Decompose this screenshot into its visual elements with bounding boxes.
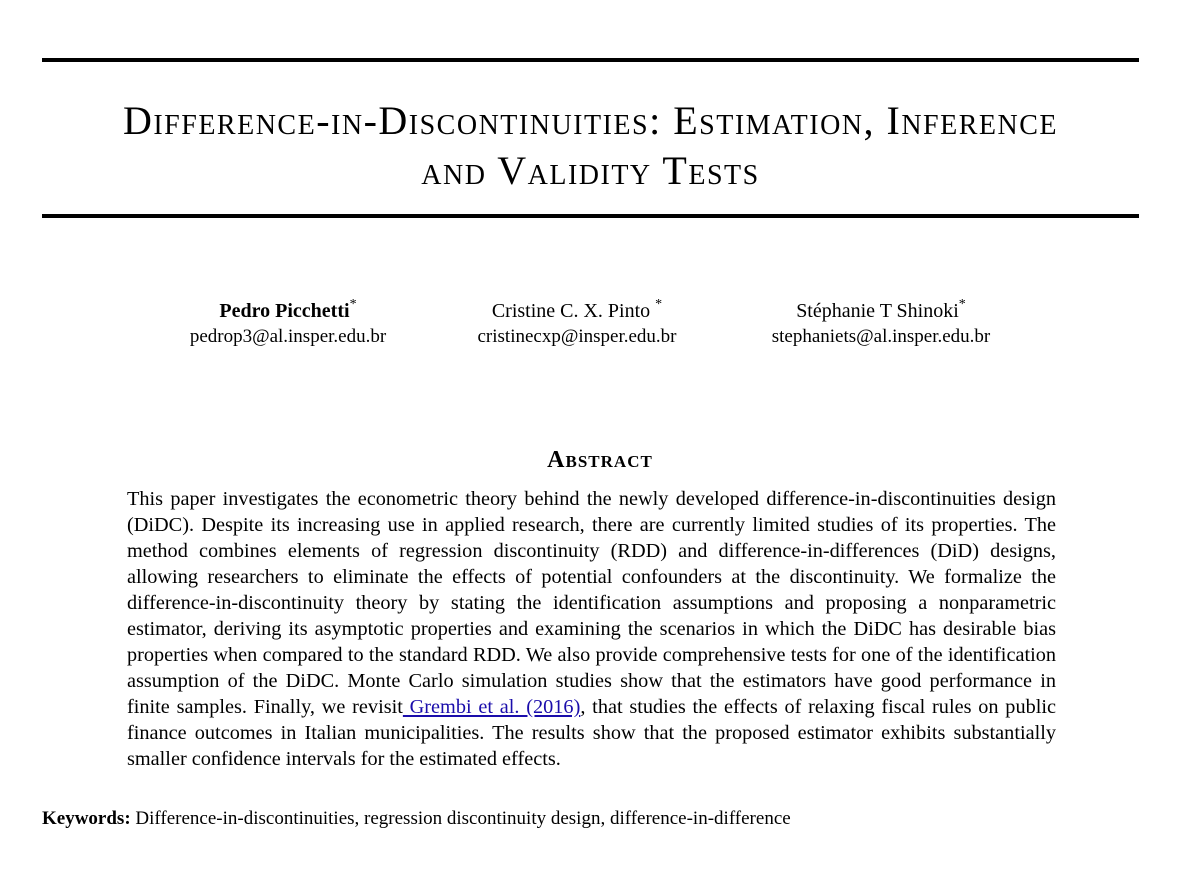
author-1-email: pedrop3@al.insper.edu.br [189,326,387,347]
keywords-label: Keywords: [42,808,131,829]
author-2-footnote-mark: * [655,297,663,312]
title-bottom-rule [42,214,1139,218]
author-1-footnote-mark: * [349,297,357,312]
author-2-name: Cristine C. X. Pinto [491,300,651,322]
author-3-footnote-mark: * [958,297,966,312]
author-1-name: Pedro Picchetti [219,300,350,322]
author-1 [138,298,438,350]
author-1-name-line [138,298,438,324]
author-2 [427,298,727,350]
abstract-body [127,486,1056,772]
paper-title-line-1: Difference-in-Discontinuities: Estimation, Inference [122,98,1059,143]
keywords-text: Difference-in-discontinuities, regression discontinuity design, difference-in-difference [135,808,791,829]
keywords-line [42,806,1142,832]
abstract-text-part-1: This paper investigates the econometric theory behind the newly developed difference-in-discontinuities design (DiDC). Despite its increasing use in applied research, there are currently limited studies of its properties. The method combines elements of regression discontinuity (RDD) and difference-in-differences (DiD) designs, allowing researchers to eliminate the effects of potential confounders at the discontinuity. We formalize the difference-in-discontinuity theory by stating the identification assumptions and proposing a nonparametric estimator, deriving its asymptotic properties and examining the scenarios in which the DiDC has desirable bias properties when compared to the standard RDD. We also provide comprehensive tests for one of the identification assumption of the DiDC. Monte Carlo simulation studies show that the estimators have good performance in finite samples. Finally, we revisit [127,488,1056,718]
abstract-heading: Abstract [547,447,653,473]
citation-link-grembi[interactable]: Grembi et al. (2016) [402,696,581,718]
author-3-name: Stéphanie T Shinoki [796,300,959,322]
paper-title-line-2: and Validity Tests [421,148,760,193]
abstract-text-part-2: , that studies the effects of relaxing fiscal rules on public finance outcomes in Italian municipalities. The results show that the proposed estimator exhibits substantially smaller confidence intervals for the estimated effects. [127,696,1057,770]
title-top-rule [42,58,1139,62]
paper-title [42,96,1139,196]
author-list [0,298,1200,358]
author-3 [731,298,1031,350]
author-3-email: stephaniets@al.insper.edu.br [771,326,991,347]
author-2-email: cristinecxp@insper.edu.br [477,326,677,347]
author-3-name-line [731,298,1031,324]
author-2-name-line [427,298,727,324]
